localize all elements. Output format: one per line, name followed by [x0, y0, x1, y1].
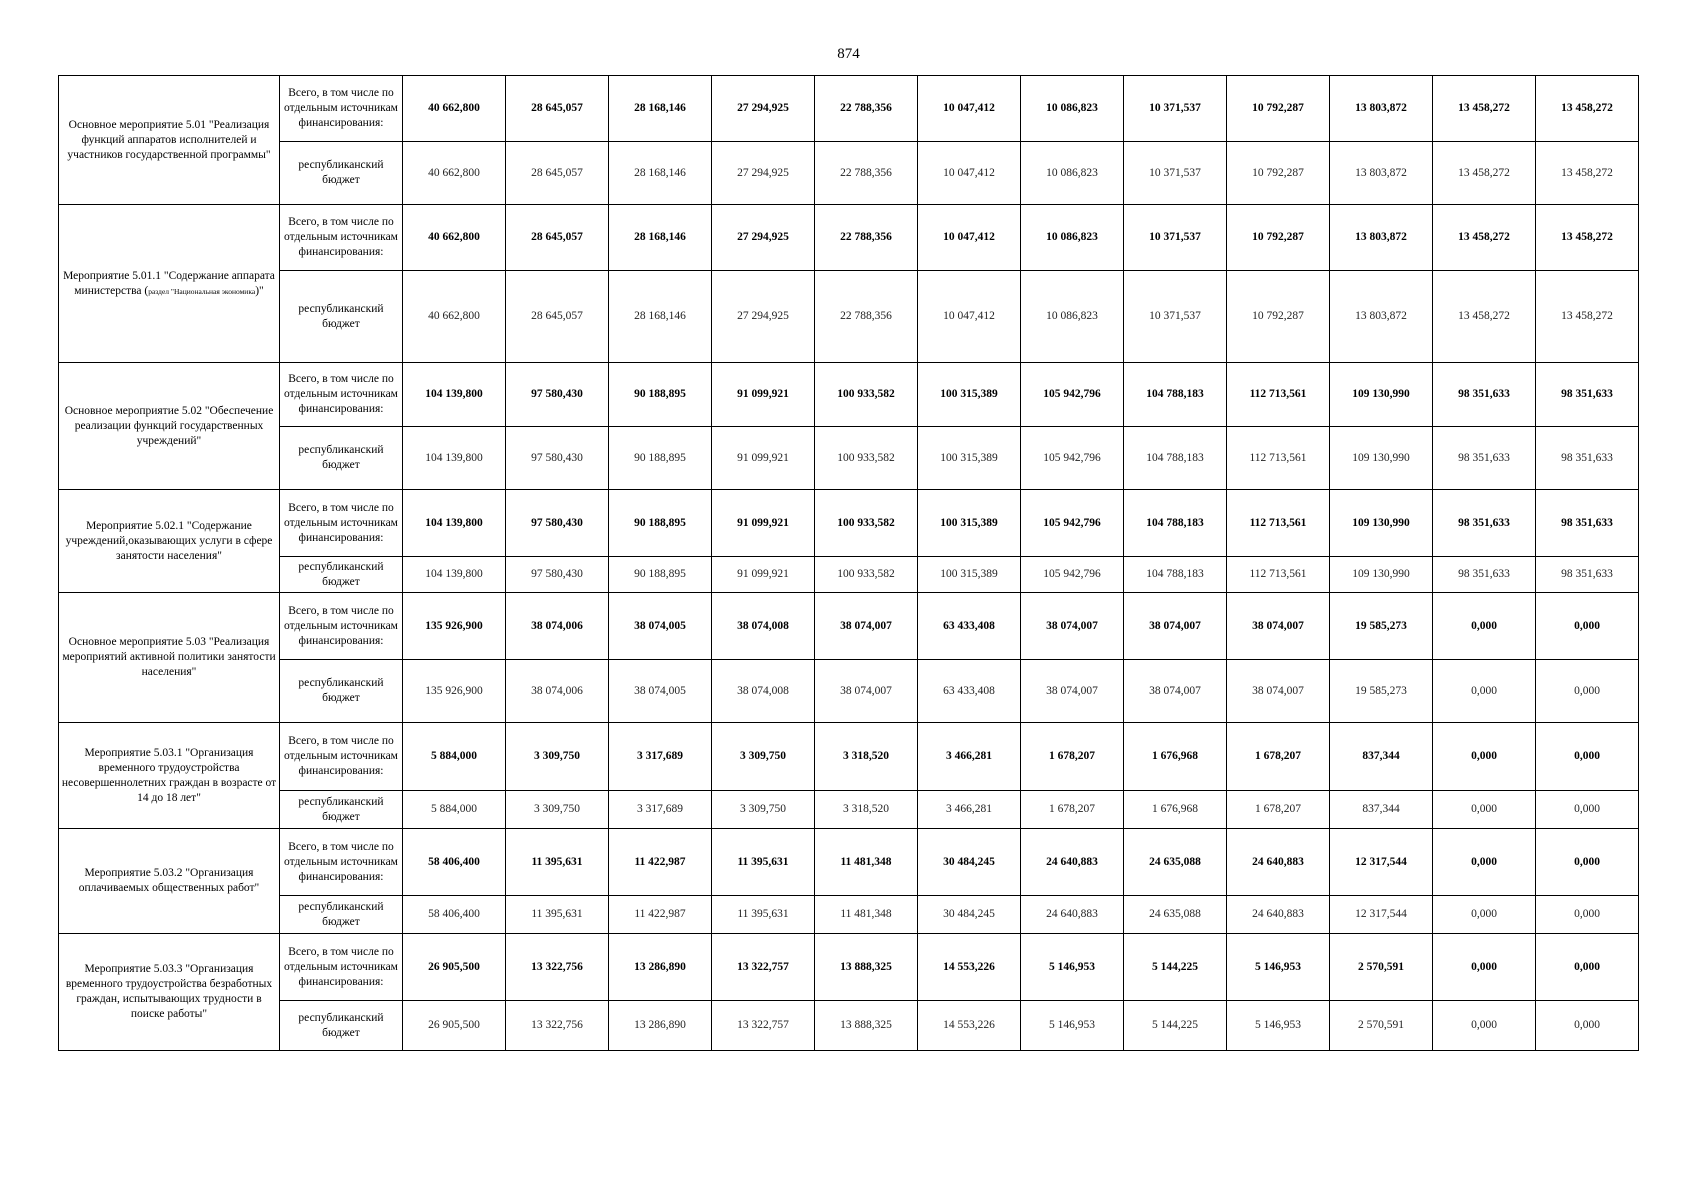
republic-value-cell: 5 146,953 — [1227, 1001, 1330, 1051]
total-value-cell: 90 188,895 — [609, 363, 712, 427]
table-row-republic — [59, 896, 1639, 934]
activity-name-text: Мероприятие 5.01.1 "Содержание аппарата министерства ( — [63, 269, 275, 297]
total-value-cell: 112 713,561 — [1227, 363, 1330, 427]
budget-table — [58, 75, 1639, 1051]
total-value-cell: 5 884,000 — [403, 723, 506, 791]
republic-value-cell: 10 086,823 — [1021, 271, 1124, 363]
republic-value-cell: 38 074,005 — [609, 660, 712, 723]
activity-name — [59, 363, 280, 490]
total-value-cell: 5 146,953 — [1021, 934, 1124, 1001]
republic-value-cell: 0,000 — [1536, 660, 1639, 723]
republic-value-cell: 24 635,088 — [1124, 896, 1227, 934]
republic-value-cell: 3 309,750 — [506, 791, 609, 829]
total-value-cell: 98 351,633 — [1433, 490, 1536, 557]
total-value-cell: 11 395,631 — [506, 829, 609, 896]
republic-value-cell: 28 645,057 — [506, 271, 609, 363]
republic-value-cell: 11 395,631 — [712, 896, 815, 934]
republic-value-cell: 90 188,895 — [609, 557, 712, 593]
republic-value-cell: 3 309,750 — [712, 791, 815, 829]
total-value-cell: 0,000 — [1433, 723, 1536, 791]
total-value-cell: 22 788,356 — [815, 76, 918, 142]
republic-value-cell: 104 139,800 — [403, 427, 506, 490]
total-value-cell: 38 074,007 — [815, 593, 918, 660]
total-value-cell: 13 458,272 — [1536, 76, 1639, 142]
republic-value-cell: 28 168,146 — [609, 142, 712, 205]
total-value-cell: 22 788,356 — [815, 205, 918, 271]
republic-value-cell: 27 294,925 — [712, 271, 815, 363]
republic-value-cell: 11 395,631 — [506, 896, 609, 934]
republic-value-cell: 10 086,823 — [1021, 142, 1124, 205]
total-value-cell: 100 315,389 — [918, 490, 1021, 557]
republic-value-cell: 98 351,633 — [1536, 427, 1639, 490]
activity-name-text: Мероприятие 5.03.2 "Организация оплачиваемых общественных работ" — [78, 867, 260, 894]
total-value-cell: 13 286,890 — [609, 934, 712, 1001]
republic-value-cell: 38 074,008 — [712, 660, 815, 723]
republic-value-cell: 1 676,968 — [1124, 791, 1227, 829]
total-value-cell: 28 645,057 — [506, 76, 609, 142]
total-value-cell: 0,000 — [1433, 934, 1536, 1001]
activity-name-note: раздел "Национальная экономика — [148, 286, 256, 296]
total-value-cell: 27 294,925 — [712, 205, 815, 271]
activity-name-text: Основное мероприятие 5.03 "Реализация мероприятий активной политики занятости населения" — [62, 636, 276, 678]
republic-value-cell: 90 188,895 — [609, 427, 712, 490]
total-value-cell: 13 322,757 — [712, 934, 815, 1001]
total-value-cell: 91 099,921 — [712, 490, 815, 557]
total-value-cell: 38 074,007 — [1021, 593, 1124, 660]
total-value-cell: 40 662,800 — [403, 205, 506, 271]
republic-value-cell: 0,000 — [1433, 896, 1536, 934]
funding-source-total: Всего, в том числе по отдельным источникам финансирования: — [280, 205, 403, 271]
total-value-cell: 3 466,281 — [918, 723, 1021, 791]
total-value-cell: 27 294,925 — [712, 76, 815, 142]
total-value-cell: 10 086,823 — [1021, 205, 1124, 271]
total-value-cell: 104 139,800 — [403, 363, 506, 427]
funding-source-total: Всего, в том числе по отдельным источникам финансирования: — [280, 363, 403, 427]
republic-value-cell: 24 640,883 — [1021, 896, 1124, 934]
activity-name-end: )" — [255, 284, 264, 297]
total-value-cell: 10 792,287 — [1227, 205, 1330, 271]
republic-value-cell: 13 458,272 — [1536, 142, 1639, 205]
total-value-cell: 28 645,057 — [506, 205, 609, 271]
total-value-cell: 98 351,633 — [1536, 363, 1639, 427]
total-value-cell: 100 933,582 — [815, 363, 918, 427]
republic-value-cell: 27 294,925 — [712, 142, 815, 205]
funding-source-republic: республиканский бюджет — [280, 660, 403, 723]
republic-value-cell: 22 788,356 — [815, 142, 918, 205]
republic-value-cell: 10 371,537 — [1124, 142, 1227, 205]
funding-source-republic: республиканский бюджет — [280, 1001, 403, 1051]
republic-value-cell: 112 713,561 — [1227, 427, 1330, 490]
activity-name — [59, 205, 280, 363]
republic-value-cell: 98 351,633 — [1536, 557, 1639, 593]
funding-source-total: Всего, в том числе по отдельным источникам финансирования: — [280, 829, 403, 896]
republic-value-cell: 13 322,757 — [712, 1001, 815, 1051]
table-body — [59, 76, 1639, 1051]
funding-source-republic: республиканский бюджет — [280, 271, 403, 363]
total-value-cell: 104 139,800 — [403, 490, 506, 557]
republic-value-cell: 135 926,900 — [403, 660, 506, 723]
total-value-cell: 91 099,921 — [712, 363, 815, 427]
total-value-cell: 0,000 — [1536, 723, 1639, 791]
total-value-cell: 0,000 — [1536, 934, 1639, 1001]
total-value-cell: 12 317,544 — [1330, 829, 1433, 896]
total-value-cell: 11 422,987 — [609, 829, 712, 896]
total-value-cell: 100 933,582 — [815, 490, 918, 557]
table-row-republic — [59, 660, 1639, 723]
total-value-cell: 38 074,005 — [609, 593, 712, 660]
republic-value-cell: 100 315,389 — [918, 557, 1021, 593]
republic-value-cell: 24 640,883 — [1227, 896, 1330, 934]
republic-value-cell: 100 933,582 — [815, 557, 918, 593]
activity-name — [59, 829, 280, 934]
republic-value-cell: 3 466,281 — [918, 791, 1021, 829]
total-value-cell: 3 317,689 — [609, 723, 712, 791]
table-row-total — [59, 934, 1639, 1001]
republic-value-cell: 10 371,537 — [1124, 271, 1227, 363]
funding-source-republic: республиканский бюджет — [280, 896, 403, 934]
total-value-cell: 135 926,900 — [403, 593, 506, 660]
republic-value-cell: 109 130,990 — [1330, 427, 1433, 490]
total-value-cell: 90 188,895 — [609, 490, 712, 557]
total-value-cell: 109 130,990 — [1330, 490, 1433, 557]
activity-name — [59, 934, 280, 1051]
republic-value-cell: 0,000 — [1433, 791, 1536, 829]
republic-value-cell: 3 318,520 — [815, 791, 918, 829]
page-number: 874 — [837, 46, 860, 62]
total-value-cell: 13 803,872 — [1330, 76, 1433, 142]
republic-value-cell: 104 788,183 — [1124, 557, 1227, 593]
total-value-cell: 38 074,007 — [1227, 593, 1330, 660]
republic-value-cell: 13 803,872 — [1330, 142, 1433, 205]
total-value-cell: 837,344 — [1330, 723, 1433, 791]
total-value-cell: 1 676,968 — [1124, 723, 1227, 791]
total-value-cell: 112 713,561 — [1227, 490, 1330, 557]
republic-value-cell: 13 458,272 — [1433, 271, 1536, 363]
total-value-cell: 104 788,183 — [1124, 490, 1227, 557]
total-value-cell: 26 905,500 — [403, 934, 506, 1001]
republic-value-cell: 2 570,591 — [1330, 1001, 1433, 1051]
republic-value-cell: 98 351,633 — [1433, 557, 1536, 593]
total-value-cell: 13 458,272 — [1433, 205, 1536, 271]
republic-value-cell: 0,000 — [1536, 896, 1639, 934]
funding-source-total: Всего, в том числе по отдельным источникам финансирования: — [280, 934, 403, 1001]
total-value-cell: 97 580,430 — [506, 490, 609, 557]
republic-value-cell: 10 792,287 — [1227, 142, 1330, 205]
republic-value-cell: 13 458,272 — [1433, 142, 1536, 205]
table-row-total — [59, 829, 1639, 896]
funding-source-total: Всего, в том числе по отдельным источникам финансирования: — [280, 76, 403, 142]
table-row-republic — [59, 142, 1639, 205]
republic-value-cell: 98 351,633 — [1433, 427, 1536, 490]
funding-source-republic: республиканский бюджет — [280, 427, 403, 490]
republic-value-cell: 1 678,207 — [1227, 791, 1330, 829]
republic-value-cell: 14 553,226 — [918, 1001, 1021, 1051]
republic-value-cell: 40 662,800 — [403, 142, 506, 205]
activity-name-text: Мероприятие 5.03.1 "Организация временного трудоустройства несовершеннолетних граждан в возрасте от 14 до 18 лет" — [61, 746, 277, 804]
total-value-cell: 24 640,883 — [1227, 829, 1330, 896]
total-value-cell: 11 481,348 — [815, 829, 918, 896]
republic-value-cell: 0,000 — [1433, 1001, 1536, 1051]
republic-value-cell: 19 585,273 — [1330, 660, 1433, 723]
republic-value-cell: 38 074,007 — [1227, 660, 1330, 723]
total-value-cell: 10 047,412 — [918, 205, 1021, 271]
total-value-cell: 13 458,272 — [1536, 205, 1639, 271]
total-value-cell: 10 371,537 — [1124, 205, 1227, 271]
republic-value-cell: 100 315,389 — [918, 427, 1021, 490]
total-value-cell: 3 309,750 — [712, 723, 815, 791]
table-row-total — [59, 723, 1639, 791]
republic-value-cell: 58 406,400 — [403, 896, 506, 934]
table-row-republic — [59, 427, 1639, 490]
republic-value-cell: 112 713,561 — [1227, 557, 1330, 593]
table-row-total — [59, 76, 1639, 142]
republic-value-cell: 13 803,872 — [1330, 271, 1433, 363]
total-value-cell: 0,000 — [1536, 593, 1639, 660]
table-row-total — [59, 205, 1639, 271]
table-row-republic — [59, 1001, 1639, 1051]
activity-name — [59, 490, 280, 593]
republic-value-cell: 12 317,544 — [1330, 896, 1433, 934]
republic-value-cell: 38 074,007 — [815, 660, 918, 723]
republic-value-cell: 97 580,430 — [506, 427, 609, 490]
total-value-cell: 100 315,389 — [918, 363, 1021, 427]
activity-name-text: Мероприятие 5.02.1 "Содержание учреждений,оказывающих услуги в сфере занятости населения" — [65, 519, 273, 562]
total-value-cell: 5 146,953 — [1227, 934, 1330, 1001]
funding-source-total: Всего, в том числе по отдельным источникам финансирования: — [280, 490, 403, 557]
republic-value-cell: 91 099,921 — [712, 557, 815, 593]
republic-value-cell: 109 130,990 — [1330, 557, 1433, 593]
funding-source-republic: республиканский бюджет — [280, 791, 403, 829]
activity-name-text: Мероприятие 5.03.3 "Организация временного трудоустройства безработных граждан, испытывающих трудности в поиске работы" — [65, 963, 273, 1020]
funding-source-total: Всего, в том числе по отдельным источникам финансирования: — [280, 723, 403, 791]
total-value-cell: 5 144,225 — [1124, 934, 1227, 1001]
total-value-cell: 104 788,183 — [1124, 363, 1227, 427]
total-value-cell: 14 553,226 — [918, 934, 1021, 1001]
total-value-cell: 105 942,796 — [1021, 490, 1124, 557]
funding-source-republic: республиканский бюджет — [280, 557, 403, 593]
republic-value-cell: 10 047,412 — [918, 142, 1021, 205]
total-value-cell: 2 570,591 — [1330, 934, 1433, 1001]
republic-value-cell: 5 144,225 — [1124, 1001, 1227, 1051]
republic-value-cell: 28 168,146 — [609, 271, 712, 363]
republic-value-cell: 100 933,582 — [815, 427, 918, 490]
republic-value-cell: 28 645,057 — [506, 142, 609, 205]
republic-value-cell: 40 662,800 — [403, 271, 506, 363]
activity-name-text: Основное мероприятие 5.01 "Реализация функций аппаратов исполнителей и участников государственной программы" — [67, 118, 271, 161]
table-row-total — [59, 490, 1639, 557]
activity-name — [59, 593, 280, 723]
total-value-cell: 63 433,408 — [918, 593, 1021, 660]
republic-value-cell: 91 099,921 — [712, 427, 815, 490]
republic-value-cell: 0,000 — [1536, 791, 1639, 829]
total-value-cell: 97 580,430 — [506, 363, 609, 427]
republic-value-cell: 1 678,207 — [1021, 791, 1124, 829]
total-value-cell: 28 168,146 — [609, 205, 712, 271]
republic-value-cell: 30 484,245 — [918, 896, 1021, 934]
total-value-cell: 13 888,325 — [815, 934, 918, 1001]
republic-value-cell: 26 905,500 — [403, 1001, 506, 1051]
funding-source-total: Всего, в том числе по отдельным источникам финансирования: — [280, 593, 403, 660]
total-value-cell: 105 942,796 — [1021, 363, 1124, 427]
activity-name-text: Основное мероприятие 5.02 "Обеспечение реализации функций государственных учреждений" — [64, 404, 274, 447]
total-value-cell: 0,000 — [1433, 593, 1536, 660]
republic-value-cell: 0,000 — [1433, 660, 1536, 723]
total-value-cell: 38 074,007 — [1124, 593, 1227, 660]
republic-value-cell: 13 322,756 — [506, 1001, 609, 1051]
total-value-cell: 13 803,872 — [1330, 205, 1433, 271]
republic-value-cell: 837,344 — [1330, 791, 1433, 829]
total-value-cell: 10 086,823 — [1021, 76, 1124, 142]
republic-value-cell: 13 458,272 — [1536, 271, 1639, 363]
republic-value-cell: 11 481,348 — [815, 896, 918, 934]
republic-value-cell: 5 146,953 — [1021, 1001, 1124, 1051]
total-value-cell: 13 458,272 — [1433, 76, 1536, 142]
total-value-cell: 24 640,883 — [1021, 829, 1124, 896]
republic-value-cell: 63 433,408 — [918, 660, 1021, 723]
table-row-total — [59, 363, 1639, 427]
table-row-total — [59, 593, 1639, 660]
total-value-cell: 0,000 — [1536, 829, 1639, 896]
republic-value-cell: 38 074,006 — [506, 660, 609, 723]
republic-value-cell: 10 792,287 — [1227, 271, 1330, 363]
total-value-cell: 98 351,633 — [1433, 363, 1536, 427]
republic-value-cell: 10 047,412 — [918, 271, 1021, 363]
total-value-cell: 13 322,756 — [506, 934, 609, 1001]
republic-value-cell: 5 884,000 — [403, 791, 506, 829]
republic-value-cell: 38 074,007 — [1021, 660, 1124, 723]
total-value-cell: 11 395,631 — [712, 829, 815, 896]
republic-value-cell: 104 139,800 — [403, 557, 506, 593]
total-value-cell: 0,000 — [1433, 829, 1536, 896]
table-row-republic — [59, 271, 1639, 363]
total-value-cell: 30 484,245 — [918, 829, 1021, 896]
activity-name — [59, 76, 280, 205]
republic-value-cell: 11 422,987 — [609, 896, 712, 934]
republic-value-cell: 105 942,796 — [1021, 557, 1124, 593]
total-value-cell: 10 371,537 — [1124, 76, 1227, 142]
total-value-cell: 38 074,008 — [712, 593, 815, 660]
total-value-cell: 10 047,412 — [918, 76, 1021, 142]
total-value-cell: 1 678,207 — [1227, 723, 1330, 791]
republic-value-cell: 104 788,183 — [1124, 427, 1227, 490]
total-value-cell: 98 351,633 — [1536, 490, 1639, 557]
total-value-cell: 19 585,273 — [1330, 593, 1433, 660]
activity-name — [59, 723, 280, 829]
total-value-cell: 40 662,800 — [403, 76, 506, 142]
total-value-cell: 3 318,520 — [815, 723, 918, 791]
republic-value-cell: 0,000 — [1536, 1001, 1639, 1051]
republic-value-cell: 97 580,430 — [506, 557, 609, 593]
table-row-republic — [59, 557, 1639, 593]
republic-value-cell: 13 286,890 — [609, 1001, 712, 1051]
total-value-cell: 1 678,207 — [1021, 723, 1124, 791]
table-row-republic — [59, 791, 1639, 829]
republic-value-cell: 22 788,356 — [815, 271, 918, 363]
total-value-cell: 28 168,146 — [609, 76, 712, 142]
funding-source-republic: республиканский бюджет — [280, 142, 403, 205]
republic-value-cell: 13 888,325 — [815, 1001, 918, 1051]
republic-value-cell: 3 317,689 — [609, 791, 712, 829]
republic-value-cell: 105 942,796 — [1021, 427, 1124, 490]
republic-value-cell: 38 074,007 — [1124, 660, 1227, 723]
total-value-cell: 24 635,088 — [1124, 829, 1227, 896]
total-value-cell: 58 406,400 — [403, 829, 506, 896]
total-value-cell: 109 130,990 — [1330, 363, 1433, 427]
total-value-cell: 10 792,287 — [1227, 76, 1330, 142]
total-value-cell: 3 309,750 — [506, 723, 609, 791]
total-value-cell: 38 074,006 — [506, 593, 609, 660]
